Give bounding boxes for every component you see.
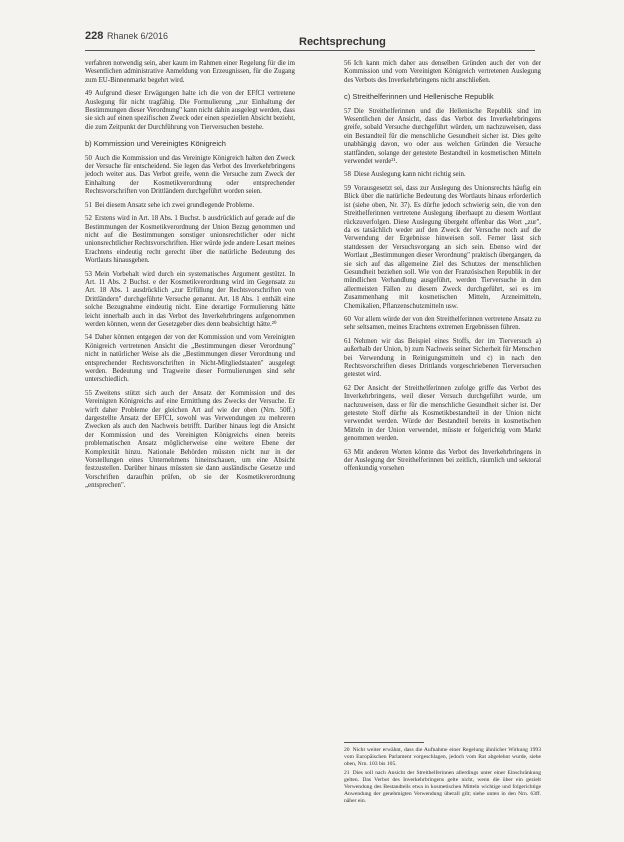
paragraph-text: Aufgrund dieser Erwägungen halte ich die von der EFfCI vertretene Auslegung für nicht tragfähig. Die Formulierung „zur Einhaltung der Bestimmungen dieser Verordnung" kann nicht dahin ausgelegt werden, dass sie sich auf einen spezifischen Zweck oder einen speziellen Absicht bezieht, die zum Zeitpunkt der Durchführung von Tierversuchen bestehe. xyxy=(85,90,295,131)
paragraph-59 xyxy=(344,185,541,311)
paragraph-62 xyxy=(344,385,541,444)
paragraph-text: Erstens wird in Art. 18 Abs. 1 Buchst. b ausdrücklich auf gerade auf die Bestimmungen der Kosmetikverordnung der Union Bezug genommen und nicht auf die Bestimmungen sonstiger unionsrechtlicher oder nicht unionsrechtlicher Rechtsvorschriften. Hier würde jede andere Lesart meines Erachtens eindeutig recht gerecht über die natürliche Bedeutung des Wortlauts hinausgehen. xyxy=(85,215,295,265)
paragraph-number: 51 xyxy=(85,201,92,209)
footnote-21 xyxy=(344,770,541,804)
paragraph-number: 58 xyxy=(344,171,351,179)
paragraph-text: Nehmen wir das Beispiel eines Stoffs, der im Tierversuch a) außerhalb der Union, b) zum Nachweis seiner Sicherheit für Menschen bei Verwendung in Reinigungsmitteln und c) in nach den Rechtsvorschriften dieses Drittlands vorgeschriebenen Tierversuchen getestet wird. xyxy=(344,337,541,379)
page-number: 228 xyxy=(85,30,104,42)
paragraph-text: Auch die Kommission und das Vereinigte Königreich halten den Zweck der Versuche für entscheidend. Sie legen das Verbot des Inverkehrbringens jedoch weiter aus. Das Verbot greife, wenn die Versuche zum Zweck der Einhaltung der Kosmetikverordnung oder entsprechender Rechtsvorschriften von Drittländern durchgeführt worden seien. xyxy=(85,154,295,196)
footnote-number: 21 xyxy=(344,770,350,777)
section-title: Rechtsprechung xyxy=(299,36,386,48)
paragraph-text: Daher können entgegen der von der Kommission und vom Vereinigten Königreich vertretenen Ansicht die „Bestimmungen dieser Verordnung" nicht in natürlicher Weise als die „Bestimmungen dieser Verordnung und entsprechender Rechtsvorschriften in Nicht-Mitgliedstaaten" ausgelegt werden. Bedeutung und Tragweite dieser Formulierungen sind sehr unterschiedlich. xyxy=(85,334,295,384)
footnotes xyxy=(344,747,541,807)
paragraph-number: 56 xyxy=(344,60,351,67)
paragraph-51 xyxy=(85,202,295,210)
footnote-text: Nicht weiter erwähnt, dass die Aufnahme einer Regelung ähnlicher Wirkung 1993 vom Europäischen Parlament vorgeschlagen, jedoch vom Rat abgelehnt wurde, siehe oben, Nrn. 103 bis 105. xyxy=(344,747,541,767)
paragraph-text: Zweitens stützt sich auch der Ansatz der Kommission und des Vereinigten Königreichs auf eine Ermittlung des Zwecks der Versuche. Er wirft daher Probleme der gleichen Art auf wie der oben (Nrn. 50ff.) dargestellte Ansatz der EFfCI, sowohl was Verwendungen zu mehreren Zwecken als auch den Nachweis betrifft. Darüber hinaus legt die Ansicht der Kommission und des Vereinigten Königreichs einen bereits problematischen Ansatz möglicherweise eine weitere Ebene der Komplexität hinzu. Nationale Behörden müssten nicht nur in der Vorstellungen eines Unternehmens hineinschauen, um eine Absicht festzustellen. Darüber hinaus müssten sie dann ausländische Gesetze und Vorschriften daraufhin prüfen, ob sie der Kosmetikverordnung „entsprechen". xyxy=(85,389,295,490)
footnote-text: Dies soll nach Ansicht der Streithelferinnen allerdings unter einer Einschränkung gelten. Das Verbot des Inverkehrbringens gelte nicht, wenn die über ein gezielt Verwendung des Bestandteils etwa in kosmetischen Mitteln wichtige und folgerichtige Anwendung der genehmigten Verwendung überall gilt; siehe unten in den Nrn. 63ff. näher ein. xyxy=(344,770,541,804)
paragraph-number: 49 xyxy=(85,90,92,98)
footnote-rule xyxy=(344,742,424,743)
paragraph-49 xyxy=(85,90,295,132)
header-rule xyxy=(85,50,535,51)
paragraph-text: Der Ansicht der Streithelferinnen zufolge griffe das Verbot des Inverkehrbringens, weil dieser Versuch durchgeführt wurde, um nachzuweisen, dass er für die menschliche Gesundheit sicher ist. Der getestete Stoff dürfte als Kosmetikbestandteil in der Union nicht verwendet werden. Würde der Bestandteil bereits in kosmetischen Mitteln in der Union verwendet, müsste er folgerichtig vom Markt genommen werden. xyxy=(344,384,541,443)
left-column xyxy=(85,60,295,496)
paragraph-number: 60 xyxy=(344,315,351,323)
paragraph-52 xyxy=(85,215,295,265)
paragraph-number: 50 xyxy=(85,154,92,162)
paragraph-text: Ich kann mich daher aus denselben Gründen auch der von der Kommission und vom Vereinigten Königreich vertretenen Auslegung des Verbots des Inverkehrbringens nicht anschließen. xyxy=(344,60,541,84)
paragraph-55 xyxy=(85,390,295,491)
paragraph-continued: verfahren notwendig sein, aber kaum im Rahmen einer Regelung für die im Wesentlichen administrative Anmeldung von Erzeugnissen, für die Zugang zum EU-Binnenmarkt begehrt wird. xyxy=(85,60,295,84)
paragraph-number: 52 xyxy=(85,215,92,223)
paragraph-54 xyxy=(85,334,295,384)
paragraph-number: 54 xyxy=(85,334,92,342)
paragraph-number: 62 xyxy=(344,384,351,392)
paragraph-text: Die Streithelferinnen und die Hellenische Republik sind im Wesentlichen der Ansicht, dass das Verbot des Inverkehrbringens greife, sobald Versuche durchgeführt würden, um nachzuweisen, dass ein Bestandteil für die menschliche Gesundheit sicher ist. Dies gelte unabhängig davon, wo oder aus welchen Gründen die Versuche stattfänden, solange der getestete Bestandteil in kosmetischen Mitteln verwendet werde²¹. xyxy=(344,107,541,166)
paragraph-number: 53 xyxy=(85,270,92,278)
subheading-b: b) Kommission und Vereinigtes Königreich xyxy=(85,139,226,149)
paragraph-50 xyxy=(85,155,295,197)
paragraph-58 xyxy=(344,171,541,179)
paragraph-63 xyxy=(344,449,541,474)
footnote-20 xyxy=(344,747,541,767)
paragraph-60 xyxy=(344,316,541,333)
paragraph-61 xyxy=(344,338,541,380)
paragraph-56 xyxy=(344,60,541,85)
paragraph-53 xyxy=(85,271,295,330)
journal-name: Rhanek 6/2016 xyxy=(107,31,169,41)
subheading-c: c) Streithelferinnen und Hellenische Republik xyxy=(344,92,494,102)
page-header xyxy=(85,30,535,50)
paragraph-number: 57 xyxy=(344,107,351,115)
paragraph-number: 59 xyxy=(344,184,351,192)
paragraph-number: 61 xyxy=(344,337,351,345)
paragraph-text: Vor allem würde der von den Streithelferinnen vertretene Ansatz zu sehr seltsamen, meines Erachtens extremen Ergebnissen führen. xyxy=(344,315,541,332)
right-column xyxy=(344,60,541,479)
paragraph-57 xyxy=(344,108,541,167)
paragraph-text: Mit anderen Worten könnte das Verbot des Inverkehrbringens in der Auslegung der Streithelferinnen bei zeitlich, räumlich und sektoral offenkundig vorsehen xyxy=(344,448,541,473)
paragraph-text: Mein Vorbehalt wird durch ein systematisches Argument gestützt. In Art. 11 Abs. 2 Buchst. e der Kosmetikverordnung wird im Gegensatz zu Art. 18 Abs. 1 ausdrücklich „zur Erfüllung der Rechtsvorschriften von Drittländern" durchgeführte Versuche genannt. Art. 18 Abs. 1 enthält eine solche Bezugnahme eindeutig nicht. Eine derartige Formulierung hätte leicht innerhalb auch in das Verbot des Inverkehrbringens aufgenommen werden können, wenn der Gesetzgeber dies denn beabsichtigt hätte.²⁰ xyxy=(85,270,295,328)
paragraph-text: Vorausgesetzt sei, dass zur Auslegung des Unionsrechts häufig ein Blick über die natürliche Bedeutung des Wortlauts hinaus erforderlich ist (siehe oben, Nr. 37). Es dürfte jedoch schwierig sein, die von den Streithelferinnen vertretene Auslegung überhaupt zu diesem Wortlaut rückzuverfolgen. Diese Auslegung übergeht offenbar das Wort „zur", da es tatsächlich weder auf den Zweck der Versuche noch auf die Verwendung der Ergebnisse hinweisen soll. Ferner lässt sich stattdessen der Versuchsvorgang an sich sein. Ebenso wird der Wortlaut „Bestimmungen dieser Verordnung" praktisch übergangen, da sie sich auf das allgemeine Ziel des Schutzes der menschlichen Gesundheit beziehen soll. Wie von der Französischen Republik in der mündlichen Verhandlung ausgeführt, werden Tierversuche in den allermeisten Fällen zu diesem Zweck durchgeführt, sei es im Zusammenhang mit kosmetischen Mitteln, Arzneimitteln, Chemikalien, Pflanzenschutzmitteln usw. xyxy=(344,184,541,310)
paragraph-number: 55 xyxy=(85,389,92,397)
paragraph-text: Diese Auslegung kann nicht richtig sein. xyxy=(353,171,466,179)
footnote-number: 20 xyxy=(344,747,350,753)
paragraph-number: 63 xyxy=(344,448,351,456)
paragraph-text: Bei diesem Ansatz sehe ich zwei grundlegende Probleme. xyxy=(94,201,255,209)
